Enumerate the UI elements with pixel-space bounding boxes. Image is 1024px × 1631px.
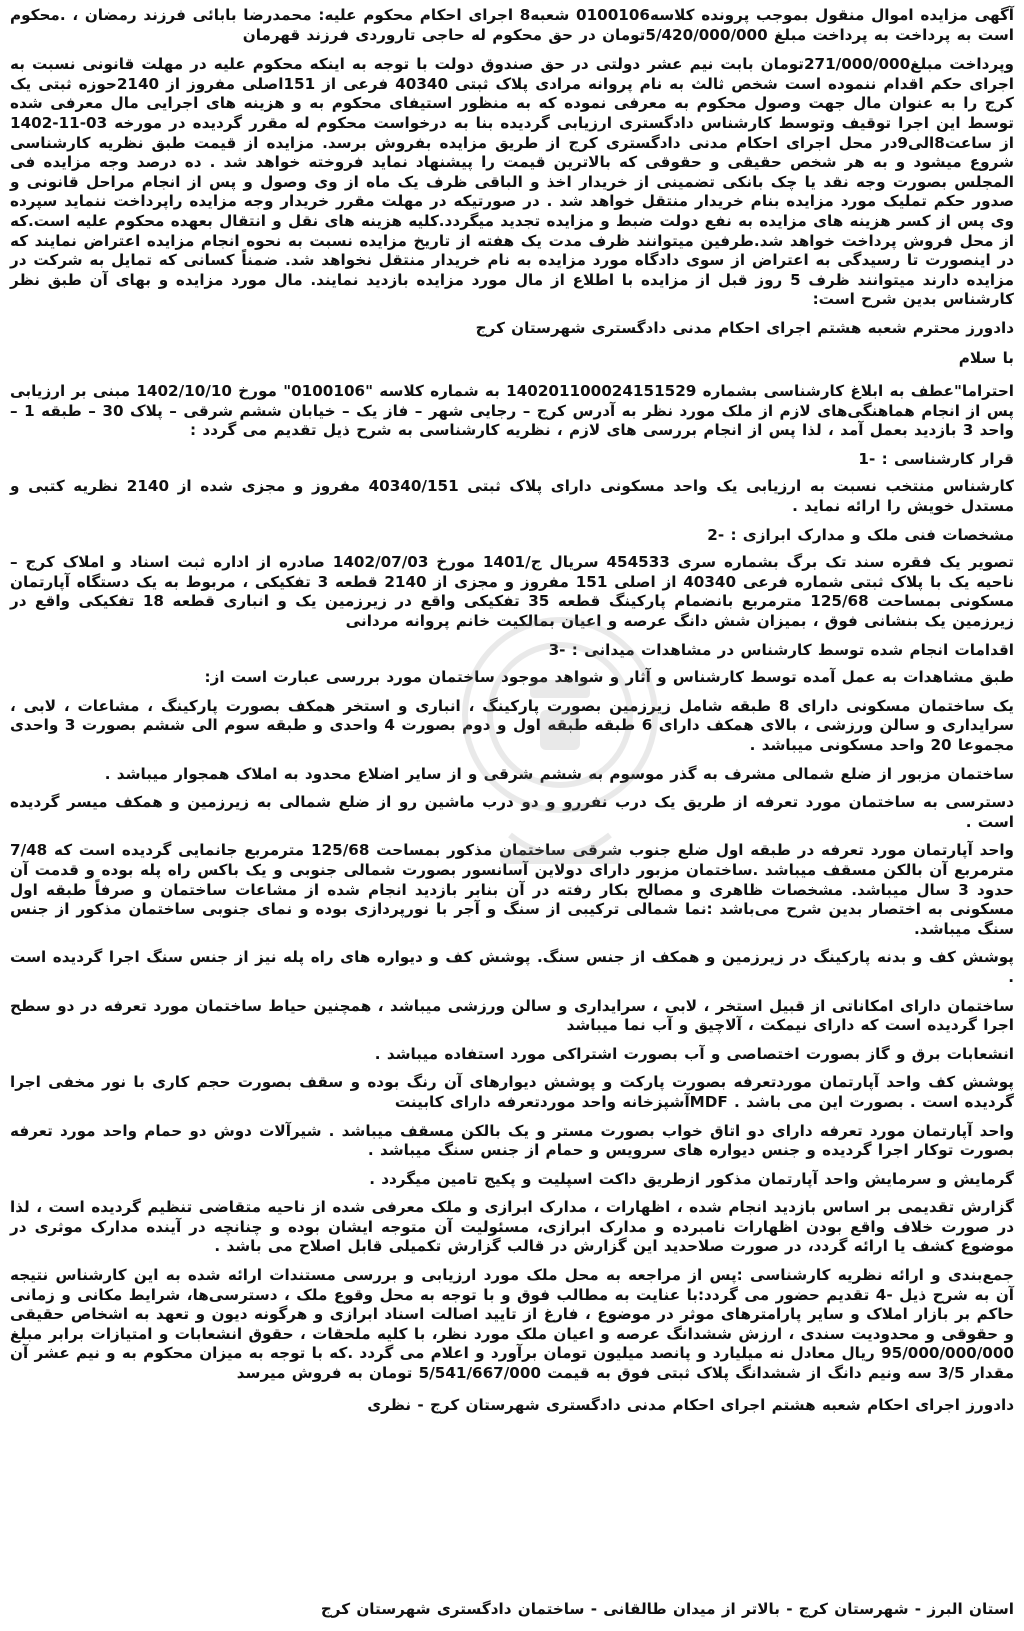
section-3-utilities: انشعابات برق و گاز بصورت اختصاصی و آب بصورت اشتراکی مورد استفاده میباشد . [374, 1044, 1014, 1063]
addressee-line: دادورز محترم شعبه هشتم اجرای احکام مدنی دادگستری شهرستان کرج [475, 318, 1014, 337]
section-3-disclaimer: گزارش تقدیمی بر اساس بازدید انجام شده ، اظهارات ، مدارک ابرازی و ملک معرفی شده از ناحیه متقاضی تنظیم گردیده است ، لذا در صورت خلاف واقع بودن اظهارات نامبرده و مدارک ابرازی، مسئولیت آن متوجه ایشان بوده و چنانچه در آینده مدارک موثری در موضوع کشف یا ارائه گردد، در صورت صلاحدید این گزارش در قالب گزارش تکمیلی قابل اصلاح می باشد . [10, 1198, 1014, 1256]
notice-header-paragraph: آگهی مزایده اموال منقول بموجب پرونده کلاسه0100106 شعبه8 اجرای احکام محکوم علیه: محمدرضا بابائی فرزند رمضان ، .محکوم است به پرداخت به پرداخت مبلغ 5/420/000/000تومان در حق محکوم له حاجی تاروردی فرزند قهرمان [10, 6, 1015, 44]
section-3-amenities: ساختمان دارای امکاناتی از قبیل استخر ، لابی ، سرایداری و سالن ورزشی میباشد ، همچنین حیاط ساختمان مورد تعرفه در دو سطح اجرا گردیده است که دارای نیمکت ، آلاچیق و آب نما میباشد [10, 996, 1014, 1035]
section-3-intro: طبق مشاهدات به عمل آمده توسط کارشناس و آثار و شواهد موجود ساختمان مورد بررسی عبارت است از: [204, 668, 1014, 687]
notice-terms-paragraph: وپرداخت مبلغ271/000/000تومان بابت نیم عشر دولتی در حق صندوق دولت با توجه به اینکه محکوم علیه در مهلت قانونی نسبت به اجرای حکم اقدام ننموده است شخص ثالث به نام پروانه مرادی پلاک ثبتی 40340 فرعی از 151اصلی مفروز از 2140حوزه ثبتی یک کرج را به عنوان مال جهت وصول محکوم به معرفی نموده که به منظور استیفای محکوم به و هزینه های اجرایی مال معرفی شده توسط این اجرا توقیف وتوسط کارشناس دادگستری ارزیابی گردیده بنا به درخواست محکوم له مقرر گردیده در مورخه 03-11-1402 از ساعت8الی9در محل اجرای احکام مدنی دادگستری کرج از طریق مزایده بفروش برسد. مزایده از قیمت طبق نظریه کارشناسی شروع میشود و به هر شخص حقیقی و حقوقی که بالاترین قیمت را پیشنهاد نماید فروخته خواهد شد . ده درصد وجه مزایده فی المجلس بصورت وجه نقد یا چک بانکی تضمینی از خریدار اخذ و الباقی ظرف یک ماه از وی وصول و پس از انجام مراحل قانونی و صدور حکم تملیک مورد مزایده بنام خریدار منتقل خواهد شد . در صورتیکه در مهلت مقرر خریدار وجه مزایده راپرداخت ننماید سپرده وی پس از کسر هزینه های مزایده به نفع دولت ضبط و مزایده تجدید میگردد.کلیه هزینه های نقل و انتقال بعهده محکوم علیه است.که از محل فروش پرداخت خواهد شد.طرفین میتوانند ظرف مدت یک هفته از تاریخ مزایده نسبت به نحوه انجام مزایده اعتراض نمایند که در اینصورت تا رسیدگی به اعتراض از سوی دادگاه مورد مزایده به نام خریدار منتقل نخواهد شد. ضمناً کسانی که تمایل به شرکت در مزایده دارند میتوانند ظرف 5 روز قبل از مزایده با اطلاع از مال مورد مزایده بازدید نمایند. مال مورد مزایده و بهای آن طبق نظر کارشناس بدین شرح است: [10, 55, 1015, 309]
section-2-title: مشخصات فنی ملک و مدارک ابرازی : -2 [707, 525, 1014, 544]
section-3-parking: پوشش کف و بدنه پارکینگ در زیرزمین و همکف از جنس سنگ. پوشش کف و دیواره های راه پله نیز از جنس سنگ اجرا گردیده است . [10, 948, 1014, 986]
section-3-finishes: پوشش کف واحد آپارتمان موردتعرفه بصورت پارکت و پوشش دیوارهای آن رنگ بوده و سقف بصورت حجم کاری با نور مخفی اجرا گردیده است . بصورت این می باشد . MDFآشپزخانه واحد موردتعرفه دارای کابینت [10, 1073, 1014, 1111]
section-2-body: تصویر یک فقره سند تک برگ بشماره سری 454533 سریال ج/1401 مورخ 1402/07/03 صادره از اداره ثبت اسناد و املاک کرج – ناحیه یک با پلاک ثبتی شماره فرعی 40340 از اصلی 151 مفروز و مجزی از 2140 قطعه 3 تفکیکی ، مربوط به یک دستگاه آپارتمان مسکونی بمساحت 125/68 مترمربع بانضمام پارکینگ قطعه 35 تفکیکی واقع در زیرزمین یک و انباری قطعه 18 تفکیکی واقع در زیرزمین یک بنشانی فوق ، بمیزان شش دانگ عرصه و اعیان بمالکیت خانم پروانه مردانی [10, 553, 1015, 631]
section-3-rooms: واحد آپارتمان مورد تعرفه دارای دو اتاق خواب بصورت مستر و یک بالکن مسقف میباشد . شیرآلات دوش دو حمام واحد مورد تعرفه بصورت توکار اجرا گردیده و جنس دیواره های سرویس و حمام از جنس سنگ میباشد . [10, 1121, 1014, 1160]
section-1-body: کارشناس منتخب نسبت به ارزیابی یک واحد مسکونی دارای پلاک ثبتی 40340/151 مفروز و مجزی شده از 2140 نظریه کتبی و مستدل خویش را ارائه نماید . [10, 477, 1014, 516]
report-intro-paragraph: احتراما"عطف به ابلاغ کارشناسی بشماره 140201100024151529 به شماره کلاسه "0100106" مورخ 1402/10/10 مبنی بر ارزیابی پس از انجام هماهنگی‌های لازم از ملک مورد نظر به آدرس کرج – رجایی شهر – فاز یک – خیابان ششم شرقی – پلاک 30 – طبقه 1 – واحد 3 بازدید بعمل آمد ، لذا پس از انجام بررسی های لازم ، نظریه کارشناسی به شرح ذیل تقدیم می گردد : [10, 382, 1014, 440]
section-3-hvac: گرمایش و سرمایش واحد آپارتمان مذکور ازطریق داکت اسپلیت و پکیج تامین میگردد . [369, 1169, 1014, 1188]
section-3-access: دسترسی به ساختمان مورد تعرفه از طریق یک درب نفررو و دو درب ماشین رو از ضلع شمالی به زیرزمین و همکف میسر گردیده است . [10, 793, 1014, 831]
section-4-conclusion: جمع‌بندی و ارائه نظریه کارشناسی :پس از مراجعه به محل ملک مورد ارزیابی و بررسی مستندات ارائه شده به این کارشناس نتیجه آن به شرح ذیل -4 تقدیم حضور می گردد:با عنایت به مطالب فوق و با توجه به محل وقوع ملک ، دسترسی‌ها، شرایط مکانی و زمانی حاکم بر بازار املاک و سایر پارامترهای موثر در موضوع ، فارغ از تایید اصالت اسناد ابرازی و هرگونه دیون و تعهد به اشخاص حقیقی و حقوقی و محدودیت سندی ، ارزش ششدانگ عرصه و اعیان ملک مورد نظر، با کلیه ملحقات ، حقوق انشعابات و امتیازات برابر مبلغ 95/000/000/000 ریال معادل نه میلیارد و پانصد میلیون تومان برآورد و اعلام می گردد .که با توجه به میزان محکوم به و نیم عشر آن مقدار 3/5 سه ونیم دانگ از ششدانگ پلاک ثبتی فوق به قیمت 5/541/667/000 تومان به فروش میرسد [10, 1266, 1014, 1383]
section-3-building: یک ساختمان مسکونی دارای 8 طبقه شامل زیرزمین بصورت پارکینگ ، انباری و استخر همکف بصورت پارکینگ ، مشاعات ، لابی ، سرایداری و سالن ورزشی ، بالای همکف دارای 6 طبقه طبقه اول و دوم بصورت 4 واحدی و طبقه سوم الی ششم بصورت 3 واحدی مجموعا 20 واحد مسکونی میباشد . [10, 696, 1014, 754]
section-3-boundaries: ساختمان مزبور از ضلع شمالی مشرف به گذر موسوم به ششم شرقی و از سایر اضلاع محدود به املاک همجوار میباشد . [104, 764, 1014, 783]
section-3-unit: واحد آپارتمان مورد تعرفه در طبقه اول ضلع جنوب شرقی ساختمان مذکور بمساحت 125/68 مترمربع جانمایی گردیده است که 7/48 مترمربع آن بالکن مسقف میباشد .ساختمان مزبور دارای دولاین آسانسور بصورت شمالی جنوبی و یک باکس راه پله بوده و قدمت آن حدود 3 سال میباشد. مشخصات ظاهری و مصالح بکار رفته در آن بنابر بازدید انجام شده از مشاعات ساختمان و صرفاً طبقه اول مسکونی به اختصار بدین شرح می‌باشد :نما شمالی ترکیبی از سنگ و آجر با نورپردازی بوده و نمای جنوبی ساختمان مذکور از جنس سنگ میباشد. [10, 841, 1014, 938]
signature-line: دادورز اجرای احکام شعبه هشتم اجرای احکام مدنی دادگستری شهرستان کرج - نظری [367, 1395, 1014, 1414]
address-line: استان البرز - شهرستان کرج - بالاتر از میدان طالقانی - ساختمان دادگستری شهرستان کرج [320, 1600, 1014, 1618]
greeting-line: با سلام [958, 348, 1014, 367]
section-1-title: قرار کارشناسی : -1 [858, 449, 1014, 468]
section-3-title: اقدامات انجام شده توسط کارشناس در مشاهدات میدانی : -3 [548, 640, 1014, 659]
